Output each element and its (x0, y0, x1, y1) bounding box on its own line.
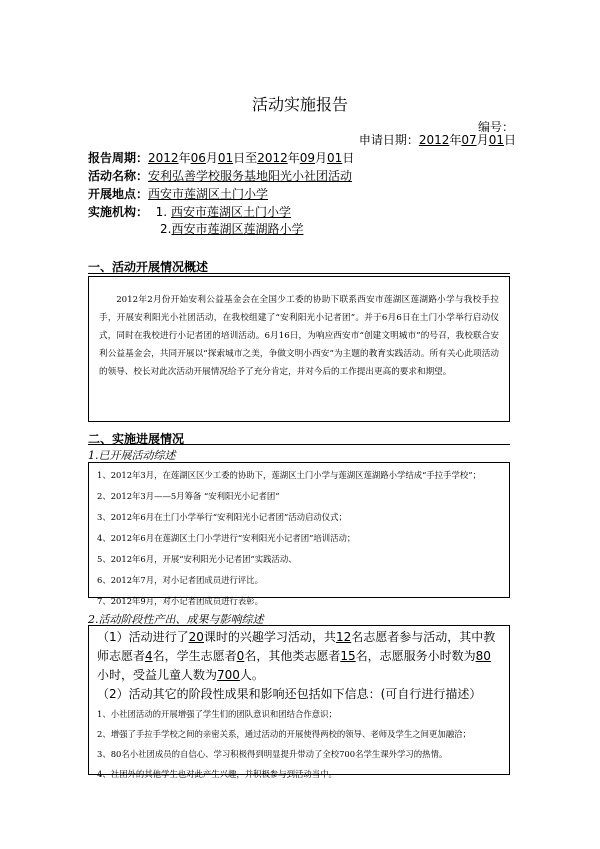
stats-text: 课时的兴趣学习活动，共 (203, 630, 336, 644)
report-title: 活动实施报告 (251, 95, 348, 114)
org1-number: 1. (155, 205, 168, 219)
day-char: 日 (233, 151, 246, 165)
serial-number-label: 编号： (477, 120, 514, 134)
activity-item: 2、2012年3月——5月筹备 “安利阳光小记者团” (97, 491, 280, 501)
stats-paragraph (97, 628, 501, 685)
activity-place-label: 开展地点： (88, 187, 149, 201)
other-volunteers: 15 (340, 649, 356, 663)
apply-date-day: 01 (488, 133, 504, 147)
outcomes-box (88, 625, 510, 779)
period-end-day: 01 (327, 151, 343, 165)
implementing-org-label: 实施机构： (88, 205, 149, 219)
org2-number: 2. (160, 222, 172, 236)
activity-name-value: 安利弘善学校服务基地阳光小社团活动 (148, 169, 353, 183)
stats-text: 名，其他类志愿者 (244, 649, 341, 663)
section2-divider (88, 444, 510, 445)
activity-name-label: 活动名称： (88, 169, 149, 183)
period-start-year: 2012 (148, 151, 179, 165)
apply-date-year: 2012 (418, 133, 450, 147)
section1-divider (88, 273, 510, 274)
report-period-label: 报告周期： (88, 151, 149, 165)
apply-date (359, 131, 516, 148)
service-hours: 80 (475, 649, 491, 663)
org1-name: 西安市莲湖区土门小学 (170, 205, 291, 219)
stats-text: 名，志愿服务小时数为 (355, 649, 476, 663)
year-char: 年 (449, 133, 462, 147)
section1-heading: 一、活动开展情况概述 (88, 260, 209, 274)
teacher-volunteers: 4 (145, 649, 153, 663)
apply-date-label: 申请日期： (358, 133, 419, 147)
report-period (88, 150, 354, 166)
stats-text: 人。 (239, 668, 264, 682)
activity-item: 7、2012年9月，对小记者团成员进行表彰。 (97, 596, 263, 606)
activity-item: 1、2012年3月，在莲湖区区少工委的协助下，莲湖区土门小学与莲湖区莲湖路小学结成“手拉手学校”； (97, 470, 481, 480)
overview-paragraph: 2012年2月份开始安利公益基金会在全国少工委的协助下联系西安市莲湖区莲湖路小学与我校手拉手，开展安利阳光小社团活动，在我校组建了“安利阳光小记者团”。并于6月6日在土门小学举行启动仪式，同时在我校进行小记者团的培训活动。6月16日，为响应西安市“创建文明城市”的号召，我校联合安利公益基金会，共同开展以“探索城市之美，争做文明小西安”为主题的教育实践活动。所有关心此项活动的领导、校长对此次活动开展情况给予了充分肯定，并对今后的工作提出更高的要求和期望。 (99, 295, 499, 377)
year-char: 年 (287, 151, 300, 165)
result-item: 1、小社团活动的开展增强了学生们的团队意识和团结合作意识； (97, 709, 337, 719)
activity-item: 3、2012年6月在土门小学举行“安利阳光小记者团”活动启动仪式； (97, 512, 347, 522)
period-start-day: 01 (217, 151, 234, 165)
org2-name: 西安市莲湖区莲湖路小学 (171, 222, 304, 236)
period-end-month: 09 (299, 151, 316, 165)
month-char: 月 (315, 151, 328, 165)
activity-name (88, 168, 352, 184)
activity-item: 4、2012年6月在莲湖区土门小学进行“安利阳光小记者团”培训活动； (97, 533, 356, 543)
stats-text: 小时，受益儿童人数为 (97, 668, 218, 682)
implementing-org (88, 204, 291, 220)
children-benefited: 700 (217, 668, 240, 682)
to-char: 至 (245, 151, 258, 165)
result-item: 2、增强了手拉手学校之间的亲密关系，通过活动的开展使得两校的领导、老师及学生之间更加融洽； (97, 729, 471, 739)
day-char: 日 (342, 151, 355, 165)
stats-text: 名志愿者参与活动，其中教师志愿者 (97, 630, 496, 663)
outcomes-subheading: 2.活动阶段性产出、成果与影响综述 (88, 613, 264, 626)
completed-activities-subheading: 1.已开展活动综述 (88, 449, 176, 462)
result-item: 4、社团外的其他学生也对此产生兴趣，并积极参与到活动当中。 (97, 769, 337, 779)
year-char: 年 (178, 151, 191, 165)
result-item: 3、80名小社团成员的自信心、学习积极得到明显提升带动了全校700名学生课外学习的热情。 (97, 749, 448, 759)
activity-place-value: 西安市莲湖区土门小学 (148, 187, 269, 201)
implementing-org-2 (160, 221, 303, 237)
activity-item: 6、2012年7月，对小记者团成员进行评比。 (97, 575, 263, 585)
volunteer-count: 12 (335, 630, 352, 644)
activities-box (88, 462, 510, 606)
lesson-hours: 20 (188, 630, 204, 644)
period-end-year: 2012 (257, 151, 288, 165)
stats-text: （1）活动进行了 (97, 630, 189, 644)
stats-text: 名，学生志愿者 (152, 649, 237, 663)
activity-item: 5、2012年6月，开展“安利阳光小记者团”实践活动、 (97, 554, 297, 564)
student-volunteers: 0 (236, 649, 245, 663)
activity-place (88, 186, 268, 202)
month-char: 月 (205, 151, 218, 165)
period-start-month: 06 (190, 151, 206, 165)
apply-date-month: 07 (461, 133, 477, 147)
other-outcomes-heading: （2）活动其它的阶段性成果和影响还包括如下信息：(可自行进行描述） (97, 687, 482, 701)
day-char: 日 (503, 133, 516, 147)
section2-heading: 二、实施进展情况 (88, 432, 185, 446)
month-char: 月 (476, 133, 489, 147)
overview-box (88, 276, 510, 422)
